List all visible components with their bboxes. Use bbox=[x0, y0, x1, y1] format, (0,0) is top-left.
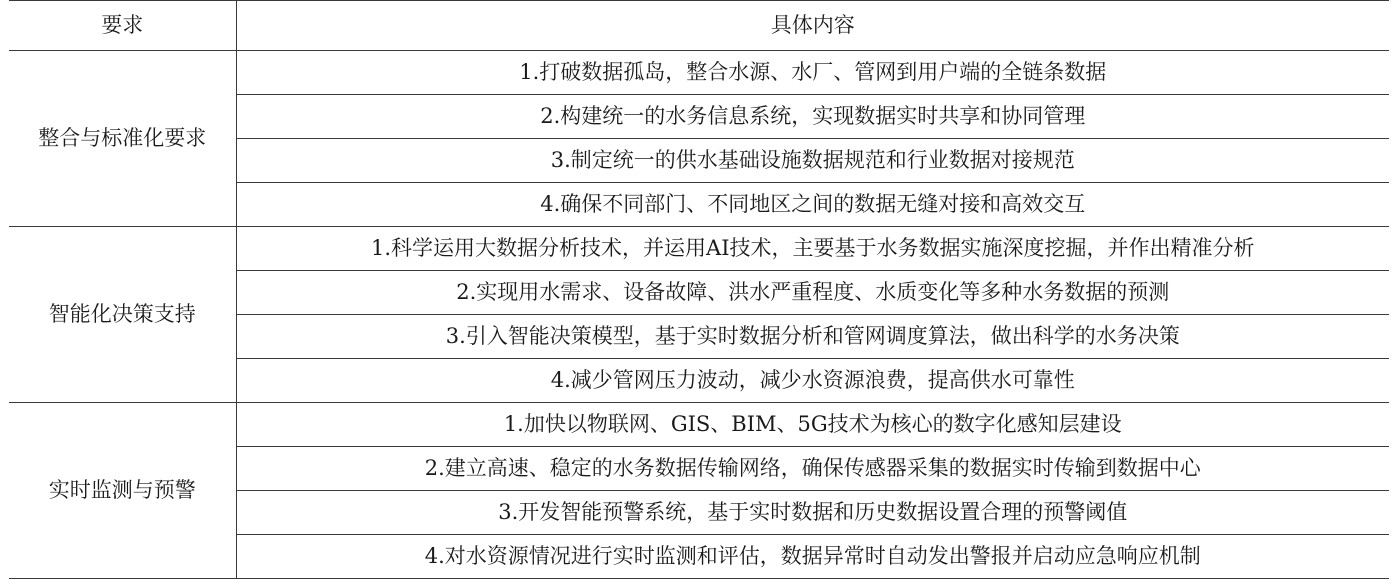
content-cell: 1.加快以物联网、GIS、BIM、5G技术为核心的数字化感知层建设 bbox=[236, 403, 1389, 447]
content-cell: 4.减少管网压力波动，减少水资源浪费，提高供水可靠性 bbox=[236, 359, 1389, 403]
content-cell: 4.确保不同部门、不同地区之间的数据无缝对接和高效交互 bbox=[236, 183, 1389, 227]
content-cell: 2.构建统一的水务信息系统，实现数据实时共享和协同管理 bbox=[236, 95, 1389, 139]
content-cell: 1.打破数据孤岛，整合水源、水厂、管网到用户端的全链条数据 bbox=[236, 51, 1389, 95]
header-content: 具体内容 bbox=[236, 1, 1389, 51]
content-cell: 2.建立高速、稳定的水务数据传输网络，确保传感器采集的数据实时传输到数据中心 bbox=[236, 447, 1389, 491]
requirements-table bbox=[9, 0, 1389, 579]
content-cell: 3.引入智能决策模型，基于实时数据分析和管网调度算法，做出科学的水务决策 bbox=[236, 315, 1389, 359]
content-cell: 3.开发智能预警系统，基于实时数据和历史数据设置合理的预警阈值 bbox=[236, 491, 1389, 535]
content-cell: 2.实现用水需求、设备故障、洪水严重程度、水质变化等多种水务数据的预测 bbox=[236, 271, 1389, 315]
table-body bbox=[9, 51, 1389, 579]
category-cell: 整合与标准化要求 bbox=[9, 51, 236, 227]
category-cell: 实时监测与预警 bbox=[9, 403, 236, 579]
content-cell: 3.制定统一的供水基础设施数据规范和行业数据对接规范 bbox=[236, 139, 1389, 183]
header-requirement: 要求 bbox=[9, 1, 236, 51]
header-row bbox=[9, 1, 1389, 51]
content-cell: 4.对水资源情况进行实时监测和评估，数据异常时自动发出警报并启动应急响应机制 bbox=[236, 535, 1389, 579]
table-row bbox=[9, 227, 1389, 271]
content-cell: 1.科学运用大数据分析技术，并运用AI技术，主要基于水务数据实施深度挖掘，并作出精准分析 bbox=[236, 227, 1389, 271]
table-header bbox=[9, 1, 1389, 51]
category-cell: 智能化决策支持 bbox=[9, 227, 236, 403]
table-row bbox=[9, 403, 1389, 447]
table-row bbox=[9, 51, 1389, 95]
